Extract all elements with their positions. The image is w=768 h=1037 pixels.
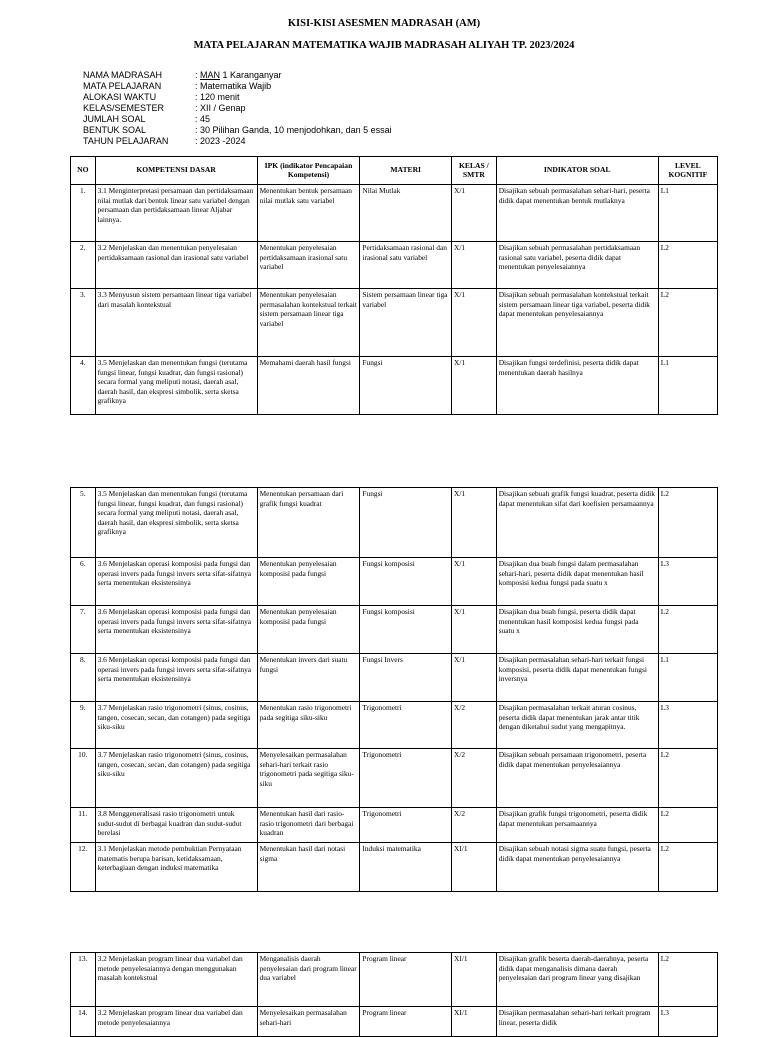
ipk-cell: Menyelesaikan permasalahan sehari-hari [257,1007,360,1037]
indikator-soal-cell: Disajikan sebuah permasalahan pertidaksamaan rasional satu variabel, peserta didik dapat menentukan penyelesaiannya [496,242,658,289]
kompetensi-dasar-cell: 3.2 Menjelaskan program linear dua variabel dan metode penyelesaiannya [95,1007,257,1037]
table-row [71,808,718,843]
info-value-part: : Matematika Wajib [195,81,272,91]
table-part-3 [70,952,718,1037]
level-kognitif-cell: L3 [658,1007,717,1037]
table-row [71,843,718,892]
info-value [195,70,282,81]
kompetensi-dasar-cell: 3.1 Menjelaskan metode pembuktian Pernyataan matematis berupa barisan, ketidaksamaan, keterbagiaan dengan induksi matematika [95,843,257,892]
table-row [71,558,718,606]
info-value-part: : 2023 -2024 [195,136,246,146]
info-value-part: : [195,70,201,80]
info-value [195,114,210,125]
materi-cell: Nilai Mutlak [360,185,452,242]
kompetensi-dasar-cell: 3.7 Menjelaskan rasio trigonometri (sinus, cosinus, tangen, cosecan, secan, dan cotangen) pada segitiga siku-siku [95,749,257,808]
info-label: TAHUN PELAJARAN [83,136,169,146]
ipk-cell: Menentukan hasil dari rasio-rasio trigonometri dari berbagai kuadran [257,808,360,843]
materi-cell: Pertidaksamaan rasional dan irasional satu variabel [360,242,452,289]
header-indikator-soal: INDIKATOR SOAL [496,157,658,185]
row-number: 7. [71,606,96,654]
row-number: 9. [71,702,96,749]
info-value [195,103,246,114]
kompetensi-dasar-cell: 3.6 Menjelaskan operasi komposisi pada fungsi dan operasi invers pada fungsi invers serta sifat-sifatnya serta menentukan eksistensinya [95,558,257,606]
kompetensi-dasar-cell: 3.2 Menjelaskan program linear dua variabel dan metode penyelesaiannya dengan menggunakan masalah kontekstual [95,953,257,1007]
materi-cell: Fungsi Invers [360,654,452,702]
level-kognitif-cell: L2 [658,606,717,654]
info-label: MATA PELAJARAN [83,81,162,91]
kompetensi-dasar-cell: 3.1 Menginterpretasi persamaan dan pertidaksamaan nilai mutlak dari bentuk linear satu variabel dengan persamaan dan pertidaksamaan linear Aljabar lainnya. [95,185,257,242]
ipk-cell: Menentukan hasil dari notasi sigma [257,843,360,892]
row-number: 3. [71,289,96,357]
materi-cell: Fungsi [360,488,452,558]
kelas-cell: X/1 [452,242,497,289]
materi-cell: Program linear [360,1007,452,1037]
header-ipk: IPK (indikator Pencapaian Kompetensi) [257,157,360,185]
kompetensi-dasar-cell: 3.3 Menyusun sistem persamaan linear tiga variabel dari masalah kontekstual [95,289,257,357]
level-kognitif-cell: L1 [658,185,717,242]
level-kognitif-cell: L2 [658,749,717,808]
level-kognitif-cell: L2 [658,953,717,1007]
indikator-soal-cell: Disajikan sebuah permasalahan sehari-hari, peserta didik dapat menentukan bentuk mutlaknya [496,185,658,242]
level-kognitif-cell: L1 [658,654,717,702]
kelas-cell: XI/1 [452,953,497,1007]
indikator-soal-cell: Disajikan dua buah fungsi, peserta didik dapat menentukan hasil komposisi kedua fungsi pada suatu x [496,606,658,654]
info-label: NAMA MADRASAH [83,70,163,80]
row-number: 4. [71,357,96,415]
indikator-soal-cell: Disajikan sebuah permasalahan kontekstual terkait sistem persamaan linear tiga variabel, peserta didik dapat menentukan penyelesaiannya [496,289,658,357]
table-row [71,953,718,1007]
level-kognitif-cell: L3 [658,558,717,606]
row-number: 6. [71,558,96,606]
level-kognitif-cell: L2 [658,488,717,558]
kelas-cell: X/1 [452,357,497,415]
info-value [195,81,271,92]
info-block [83,70,392,147]
kelas-cell: X/1 [452,558,497,606]
info-value-part: 1 Karanganyar [220,70,282,80]
row-number: 11. [71,808,96,843]
ipk-cell: Menentukan bentuk persamaan nilai mutlak satu variabel [257,185,360,242]
ipk-cell: Memahami daerah hasil fungsi [257,357,360,415]
info-value-part: MAN [200,70,221,80]
ipk-cell: Menentukan invers dari suatu fungsi [257,654,360,702]
info-row [83,114,392,125]
materi-cell: Trigonometri [360,808,452,843]
info-row [83,103,392,114]
row-number: 10. [71,749,96,808]
indikator-soal-cell: Disajikan grafik beserta daerah-daerahnya, peserta didik dapat menganalisis dimana daerah penyelesaian dari program linear yang disajikan [496,953,658,1007]
ipk-cell: Menentukan persamaan dari grafik fungsi kuadrat [257,488,360,558]
ipk-cell: Menentukan penyelesaian permasalahan kontekstual terkait sistem persamaan linear tiga variabel [257,289,360,357]
materi-cell: Sistem persamaan linear tiga variabel [360,289,452,357]
table-part-1 [70,156,718,415]
info-row [83,92,392,103]
info-value-part: : 30 Pilihan Ganda, 10 menjodohkan, dan 5 essai [195,125,392,135]
kelas-cell: XI/1 [452,1007,497,1037]
level-kognitif-cell: L1 [658,357,717,415]
kelas-cell: X/2 [452,808,497,843]
indikator-soal-cell: Disajikan sebuah persamaan trigonometri, peserta didik dapat menentukan penyelesaiannya [496,749,658,808]
info-value [195,136,246,147]
materi-cell: Fungsi [360,357,452,415]
header-kompetensi-dasar: KOMPETENSI DASAR [95,157,257,185]
table-row [71,606,718,654]
info-label: ALOKASI WAKTU [83,92,157,102]
info-label: KELAS/SEMESTER [83,103,165,113]
indikator-soal-cell: Disajikan dua buah fungsi dalam permasalahan sehari-hari, peserta didik dapat menentukan hasil komposisi kedua fungsi pada suatu x [496,558,658,606]
kelas-cell: X/2 [452,749,497,808]
ipk-cell: Menentukan penyelesaian komposisi pada fungsi [257,558,360,606]
indikator-soal-cell: Disajikan grafik fungsi trigonometri, peserta didik dapat menentukan persamaannya [496,808,658,843]
materi-cell: Fungsi komposisi [360,606,452,654]
materi-cell: Fungsi komposisi [360,558,452,606]
info-value [195,92,240,103]
kompetensi-dasar-cell: 3.7 Menjelaskan rasio trigonometri (sinus, cosinus, tangen, cosecan, secan, dan cotangen) pada segitiga siku-siku [95,702,257,749]
kelas-cell: X/1 [452,606,497,654]
table-row [71,242,718,289]
info-value-part: : 45 [195,114,211,124]
header-kelas-smtr: KELAS / SMTR [452,157,497,185]
table-row [71,749,718,808]
row-number: 5. [71,488,96,558]
row-number: 14. [71,1007,96,1037]
table-row [71,357,718,415]
info-label: JUMLAH SOAL [83,114,146,124]
table-row [71,289,718,357]
info-row [83,125,392,136]
table-row [71,488,718,558]
row-number: 2. [71,242,96,289]
header-level-kognitif: LEVEL KOGNITIF [658,157,717,185]
indikator-soal-cell: Disajikan sebuah notasi sigma suatu fungsi, peserta didik dapat menentukan penyelesaiannya [496,843,658,892]
document-subtitle: MATA PELAJARAN MATEMATIKA WAJIB MADRASAH ALIYAH TP. 2023/2024 [193,40,575,51]
level-kognitif-cell: L2 [658,808,717,843]
kompetensi-dasar-cell: 3.8 Menggeneralisasi rasio trigonometri untuk sudut-sudut di berbagai kuadran dan sudut-sudut berelasi [95,808,257,843]
kelas-cell: X/1 [452,185,497,242]
indikator-soal-cell: Disajikan permasalahan terkait aturan cosinus, peserta didik dapat menentukan jarak antar titik dengan diketahui sudut yang mengapitnya. [496,702,658,749]
header-no: NO [71,157,96,185]
table-row [71,702,718,749]
kompetensi-dasar-cell: 3.6 Menjelaskan operasi komposisi pada fungsi dan operasi invers pada fungsi invers serta sifat-sifatnya serta menentukan eksistensinya [95,654,257,702]
ipk-cell: Menyelesaikan permasalahan sehari-hari terkait rasio trigonometri pada segitiga siku-siku [257,749,360,808]
materi-cell: Induksi matematika [360,843,452,892]
kompetensi-dasar-cell: 3.2 Menjelaskan dan menentukan penyelesaian pertidaksamaan rasional dan irasional satu variabel [95,242,257,289]
row-number: 13. [71,953,96,1007]
indikator-soal-cell: Disajikan permasalahan sehari-hari terkait program linear, peserta didik [496,1007,658,1037]
level-kognitif-cell: L3 [658,702,717,749]
info-row [83,136,392,147]
level-kognitif-cell: L2 [658,242,717,289]
indikator-soal-cell: Disajikan sebuah grafik fungsi kuadrat, peserta didik dapat menentukan sifat dari koefisien persamaannya [496,488,658,558]
ipk-cell: Menentukan penyelesaian komposisi pada fungsi [257,606,360,654]
info-value [195,125,392,136]
info-row [83,70,392,81]
kelas-cell: X/1 [452,654,497,702]
info-value-part: : XII / Genap [195,103,246,113]
table-part-2 [70,487,718,892]
info-value-part: : 120 menit [195,92,240,102]
level-kognitif-cell: L2 [658,289,717,357]
level-kognitif-cell: L2 [658,843,717,892]
row-number: 12. [71,843,96,892]
kompetensi-dasar-cell: 3.6 Menjelaskan operasi komposisi pada fungsi dan operasi invers pada fungsi invers serta sifat-sifatnya serta menentukan eksistensinya [95,606,257,654]
indikator-soal-cell: Disajikan fungsi terdefinisi, peserta didik dapat menentukan daerah hasilnya [496,357,658,415]
ipk-cell: Menganalisis daerah penyelesaian dari program linear dua variabel [257,953,360,1007]
kompetensi-dasar-cell: 3.5 Menjelaskan dan menentukan fungsi (terutama fungsi linear, fungsi kuadrat, dan fungsi rasional) secara formal yang meliputi notasi, daerah asal, daerah hasil, dan ekspresi simbolik, serta sketsa grafiknya [95,357,257,415]
kelas-cell: XI/1 [452,843,497,892]
kelas-cell: X/1 [452,289,497,357]
kelas-cell: X/2 [452,702,497,749]
table-row [71,1007,718,1037]
table-row [71,185,718,242]
table-row [71,654,718,702]
materi-cell: Program linear [360,953,452,1007]
materi-cell: Trigonometri [360,702,452,749]
ipk-cell: Menentukan rasio trigonometri pada segitiga siku-siku [257,702,360,749]
row-number: 1. [71,185,96,242]
info-row [83,81,392,92]
row-number: 8. [71,654,96,702]
ipk-cell: Menentukan penyelesaian pertidaksamaan irasional satu variabel [257,242,360,289]
header-materi: MATERI [360,157,452,185]
materi-cell: Trigonometri [360,749,452,808]
indikator-soal-cell: Disajikan permasalahan sehari-hari terkait fungsi komposisi, peserta didik dapat menentukan fungsi inversnya [496,654,658,702]
kompetensi-dasar-cell: 3.5 Menjelaskan dan menentukan fungsi (terutama fungsi linear, fungsi kuadrat, dan fungsi rasional) secara formal yang meliputi notasi, daerah asal, daerah hasil, dan ekspresi simbolik, serta sketsa grafiknya [95,488,257,558]
document-title: KISI-KISI ASESMEN MADRASAH (AM) [287,18,481,29]
info-label: BENTUK SOAL [83,125,147,135]
kelas-cell: X/1 [452,488,497,558]
